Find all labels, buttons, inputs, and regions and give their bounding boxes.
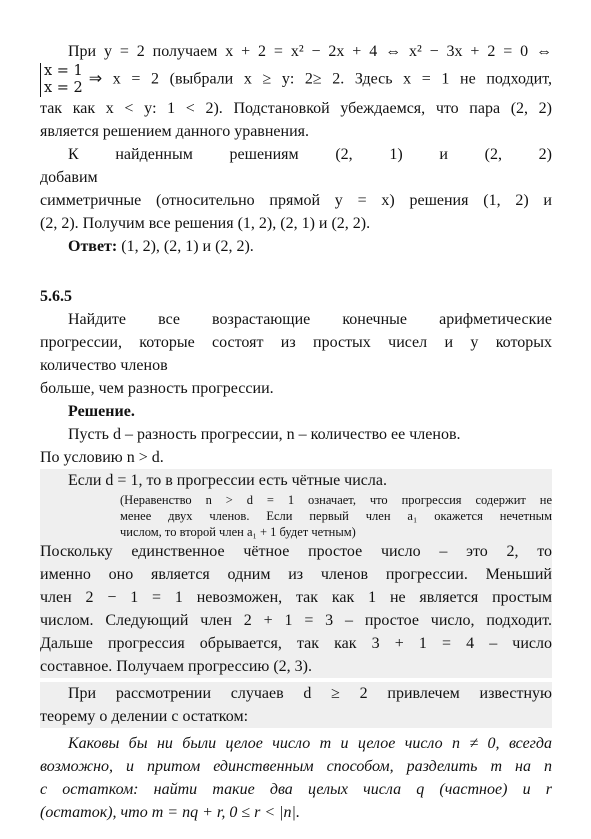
text-line: (2, 2). Получим все решения (1, 2), (2, 1) и (2, 2). <box>40 215 371 232</box>
text-line: теорему о делении с остатком: <box>40 708 249 725</box>
text-line <box>40 63 552 97</box>
text-line: составное. Получаем прогрессию (2, 3). <box>40 658 313 675</box>
document-page <box>40 40 552 824</box>
paragraph-block <box>40 540 552 678</box>
text-line: Пусть d – разность прогрессии, n – количество ее членов. <box>68 426 461 443</box>
text-line: Поскольку единственное чётное простое число – это 2, то <box>40 543 552 560</box>
theorem-line: (остаток), что m = nq + r, 0 ≤ r < |n|. <box>40 804 300 821</box>
text-line: ⇒ x = 2 (выбрали x ≥ y: 2≥ 2. Здесь x = 1 не подходит, <box>88 70 552 88</box>
text-line: По условию n > d. <box>40 449 164 466</box>
text-line: Найдите все возрастающие конечные арифметические <box>68 311 552 328</box>
text-line: так как x < y: 1 < 2). Подстановкой убеждаемся, что пара (2, 2) <box>40 100 552 117</box>
text-line: К найденным решениям (2, 1) и (2, 2) добавим <box>40 146 552 186</box>
text-line: При рассмотрении случаев d ≥ 2 привлечем известную <box>68 685 552 702</box>
answer-line <box>40 235 552 258</box>
answer-label: Ответ: <box>68 238 118 255</box>
text-line: Если d = 1, то в прогрессии есть чётные числа. <box>40 469 552 492</box>
text-line: больше, чем разность прогрессии. <box>40 380 274 397</box>
text-line: является решением данного уравнения. <box>40 123 310 140</box>
theorem-block <box>40 732 552 824</box>
paragraph-block <box>40 682 552 728</box>
text-line: количество членов <box>40 357 168 374</box>
note-line: числом, то второй член a₁ + 1 будет четным) <box>120 525 356 539</box>
problem-number: 5.6.5 <box>40 288 72 305</box>
answer-text: (1, 2), (2, 1) и (2, 2). <box>121 238 254 255</box>
note-block <box>40 492 552 540</box>
theorem-line: Каковы бы ни были целое число m и целое число n ≠ 0, всегда <box>68 735 552 752</box>
text-line: член 2 − 1 = 1 невозможен, так как 1 не является простым <box>40 589 552 606</box>
text-line: числом. Следующий член 2 + 1 = 3 – простое число, подходит. <box>40 612 552 629</box>
solution-label: Решение. <box>68 403 135 420</box>
theorem-line: возможно, и притом единственным способом, разделить m на n <box>40 758 552 775</box>
system-bottom: x = 2 <box>44 80 83 96</box>
note-line: менее двух членов. Если первый член a₁ окажется нечетным <box>120 509 552 523</box>
system-top: x = 1 <box>44 63 83 79</box>
note-line: (Неравенство n > d = 1 означает, что прогрессия содержит не <box>120 493 552 507</box>
text-line: Дальше прогрессия обрывается, так как 3 + 1 = 4 – число <box>40 635 552 652</box>
equation-system <box>40 63 83 97</box>
text-line: прогрессии, которые состоят из простых чисел и у которых <box>40 334 552 351</box>
text-line: симметричные (относительно прямой y = x) решения (1, 2) и <box>40 192 552 209</box>
text-line: именно оно является одним из членов прогрессии. Меньший <box>40 566 552 583</box>
theorem-line: с остатком: найти такие два целых числа q (частное) и r <box>40 781 552 798</box>
text-line: При y = 2 получаем x + 2 = x² − 2x + 4 ⇔ x² − 3x + 2 = 0 ⇔ <box>68 43 552 60</box>
